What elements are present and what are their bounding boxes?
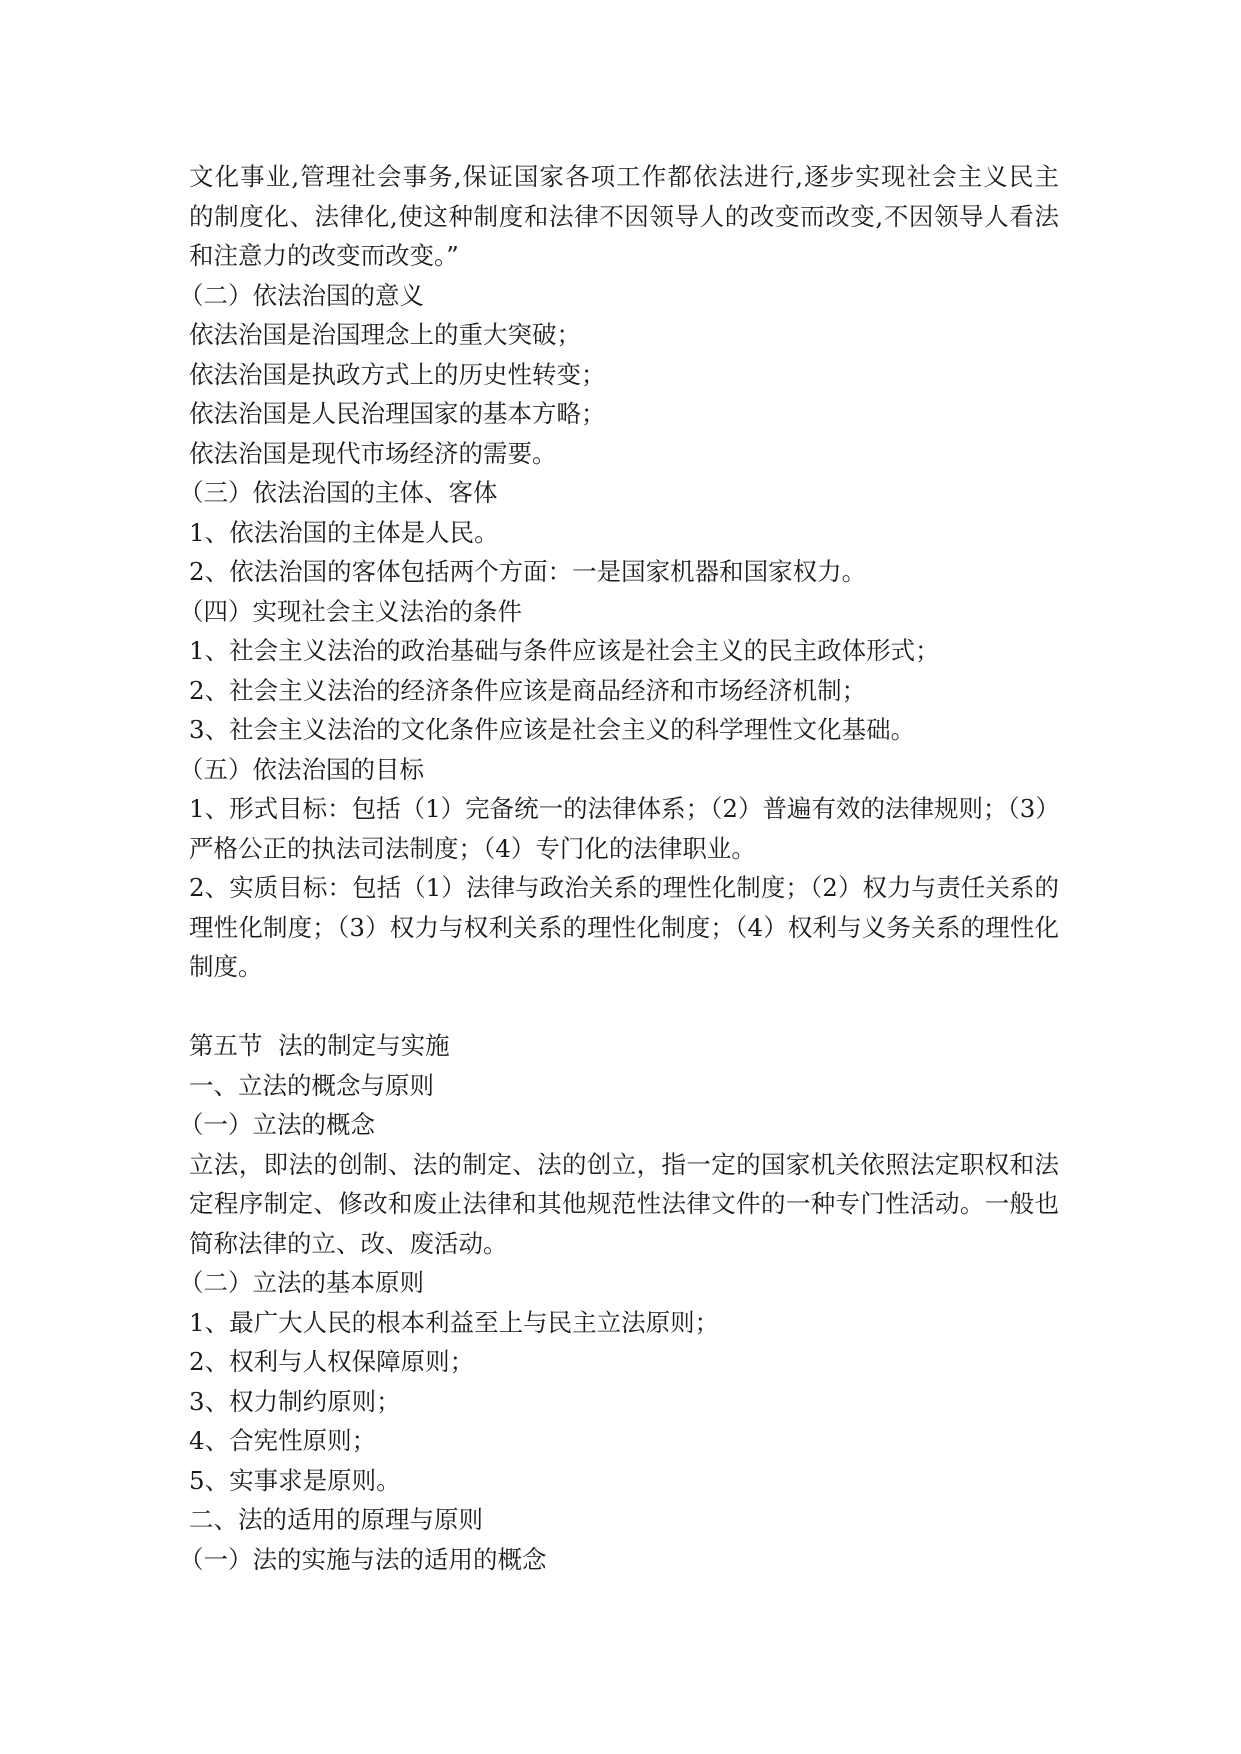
paragraph-line: 定程序制定、修改和废止法律和其他规范性法律文件的一种专门性活动。一般也: [189, 1189, 1059, 1218]
list-item: 3、权力制约原则；: [189, 1386, 401, 1416]
section-heading: （四）实现社会主义法治的条件: [179, 596, 522, 626]
paragraph-line: 文化事业,管理社会事务,保证国家各项工作都依法进行,逐步实现社会主义民主: [189, 162, 1059, 191]
section-heading: 一、立法的概念与原则: [189, 1070, 434, 1100]
list-item: 2、实质目标：包括（1）法律与政治关系的理性化制度；（2）权力与责任关系的: [189, 873, 1059, 902]
list-item: 2、依法治国的客体包括两个方面：一是国家机器和国家权力。: [189, 557, 867, 586]
section-heading: （二）依法治国的意义: [179, 280, 424, 310]
paragraph-line: 依法治国是治国理念上的重大突破；: [189, 320, 581, 349]
list-item: 1、最广大人民的根本利益至上与民主立法原则；: [189, 1307, 720, 1337]
subsection-heading: （二）立法的基本原则: [179, 1268, 424, 1297]
section-heading: （三）依法治国的主体、客体: [179, 478, 498, 507]
list-item: 2、社会主义法治的经济条件应该是商品经济和市场经济机制；: [189, 675, 867, 705]
paragraph-line: 制度。: [189, 952, 263, 981]
section-heading: （五）依法治国的目标: [179, 754, 424, 784]
subsection-heading: （一）法的实施与法的适用的概念: [179, 1544, 547, 1574]
paragraph-line: 理性化制度；（3）权力与权利关系的理性化制度；（4）权利与义务关系的理性化: [189, 912, 1059, 942]
paragraph-line: 依法治国是现代市场经济的需要。: [189, 438, 557, 468]
list-item: 5、实事求是原则。: [189, 1465, 401, 1495]
list-item: 1、社会主义法治的政治基础与条件应该是社会主义的民主政体形式；: [189, 636, 940, 665]
list-item: 4、合宪性原则；: [189, 1426, 377, 1455]
paragraph-line: 依法治国是人民治理国家的基本方略；: [189, 399, 606, 428]
paragraph-line: 和注意力的改变而改变。”: [189, 241, 459, 270]
body-text: [179, 157, 1060, 1579]
paragraph-line: 的制度化、法律化,使这种制度和法律不因领导人的改变而改变,不因领导人看法: [189, 201, 1059, 231]
paragraph-line: 简称法律的立、改、废活动。: [189, 1228, 508, 1258]
paragraph-line: 立法，即法的创制、法的制定、法的创立，指一定的国家机关依照法定职权和法: [189, 1149, 1059, 1179]
blank-line: [189, 987, 1059, 1027]
list-item: 1、形式目标：包括（1）完备统一的法律体系；（2）普遍有效的法律规则；（3）: [189, 794, 1060, 823]
section-heading: 二、法的适用的原理与原则: [189, 1505, 483, 1534]
subsection-heading: （一）立法的概念: [179, 1110, 375, 1139]
chapter-section-title: 第五节 法的制定与实施: [189, 1031, 450, 1060]
list-item: 1、依法治国的主体是人民。: [189, 517, 499, 547]
list-item: 3、社会主义法治的文化条件应该是社会主义的科学理性文化基础。: [189, 715, 916, 744]
paragraph-line: 依法治国是执政方式上的历史性转变；: [189, 359, 606, 389]
paragraph-line: 严格公正的执法司法制度；（4）专门化的法律职业。: [189, 833, 756, 863]
list-item: 2、权利与人权保障原则；: [189, 1347, 475, 1376]
